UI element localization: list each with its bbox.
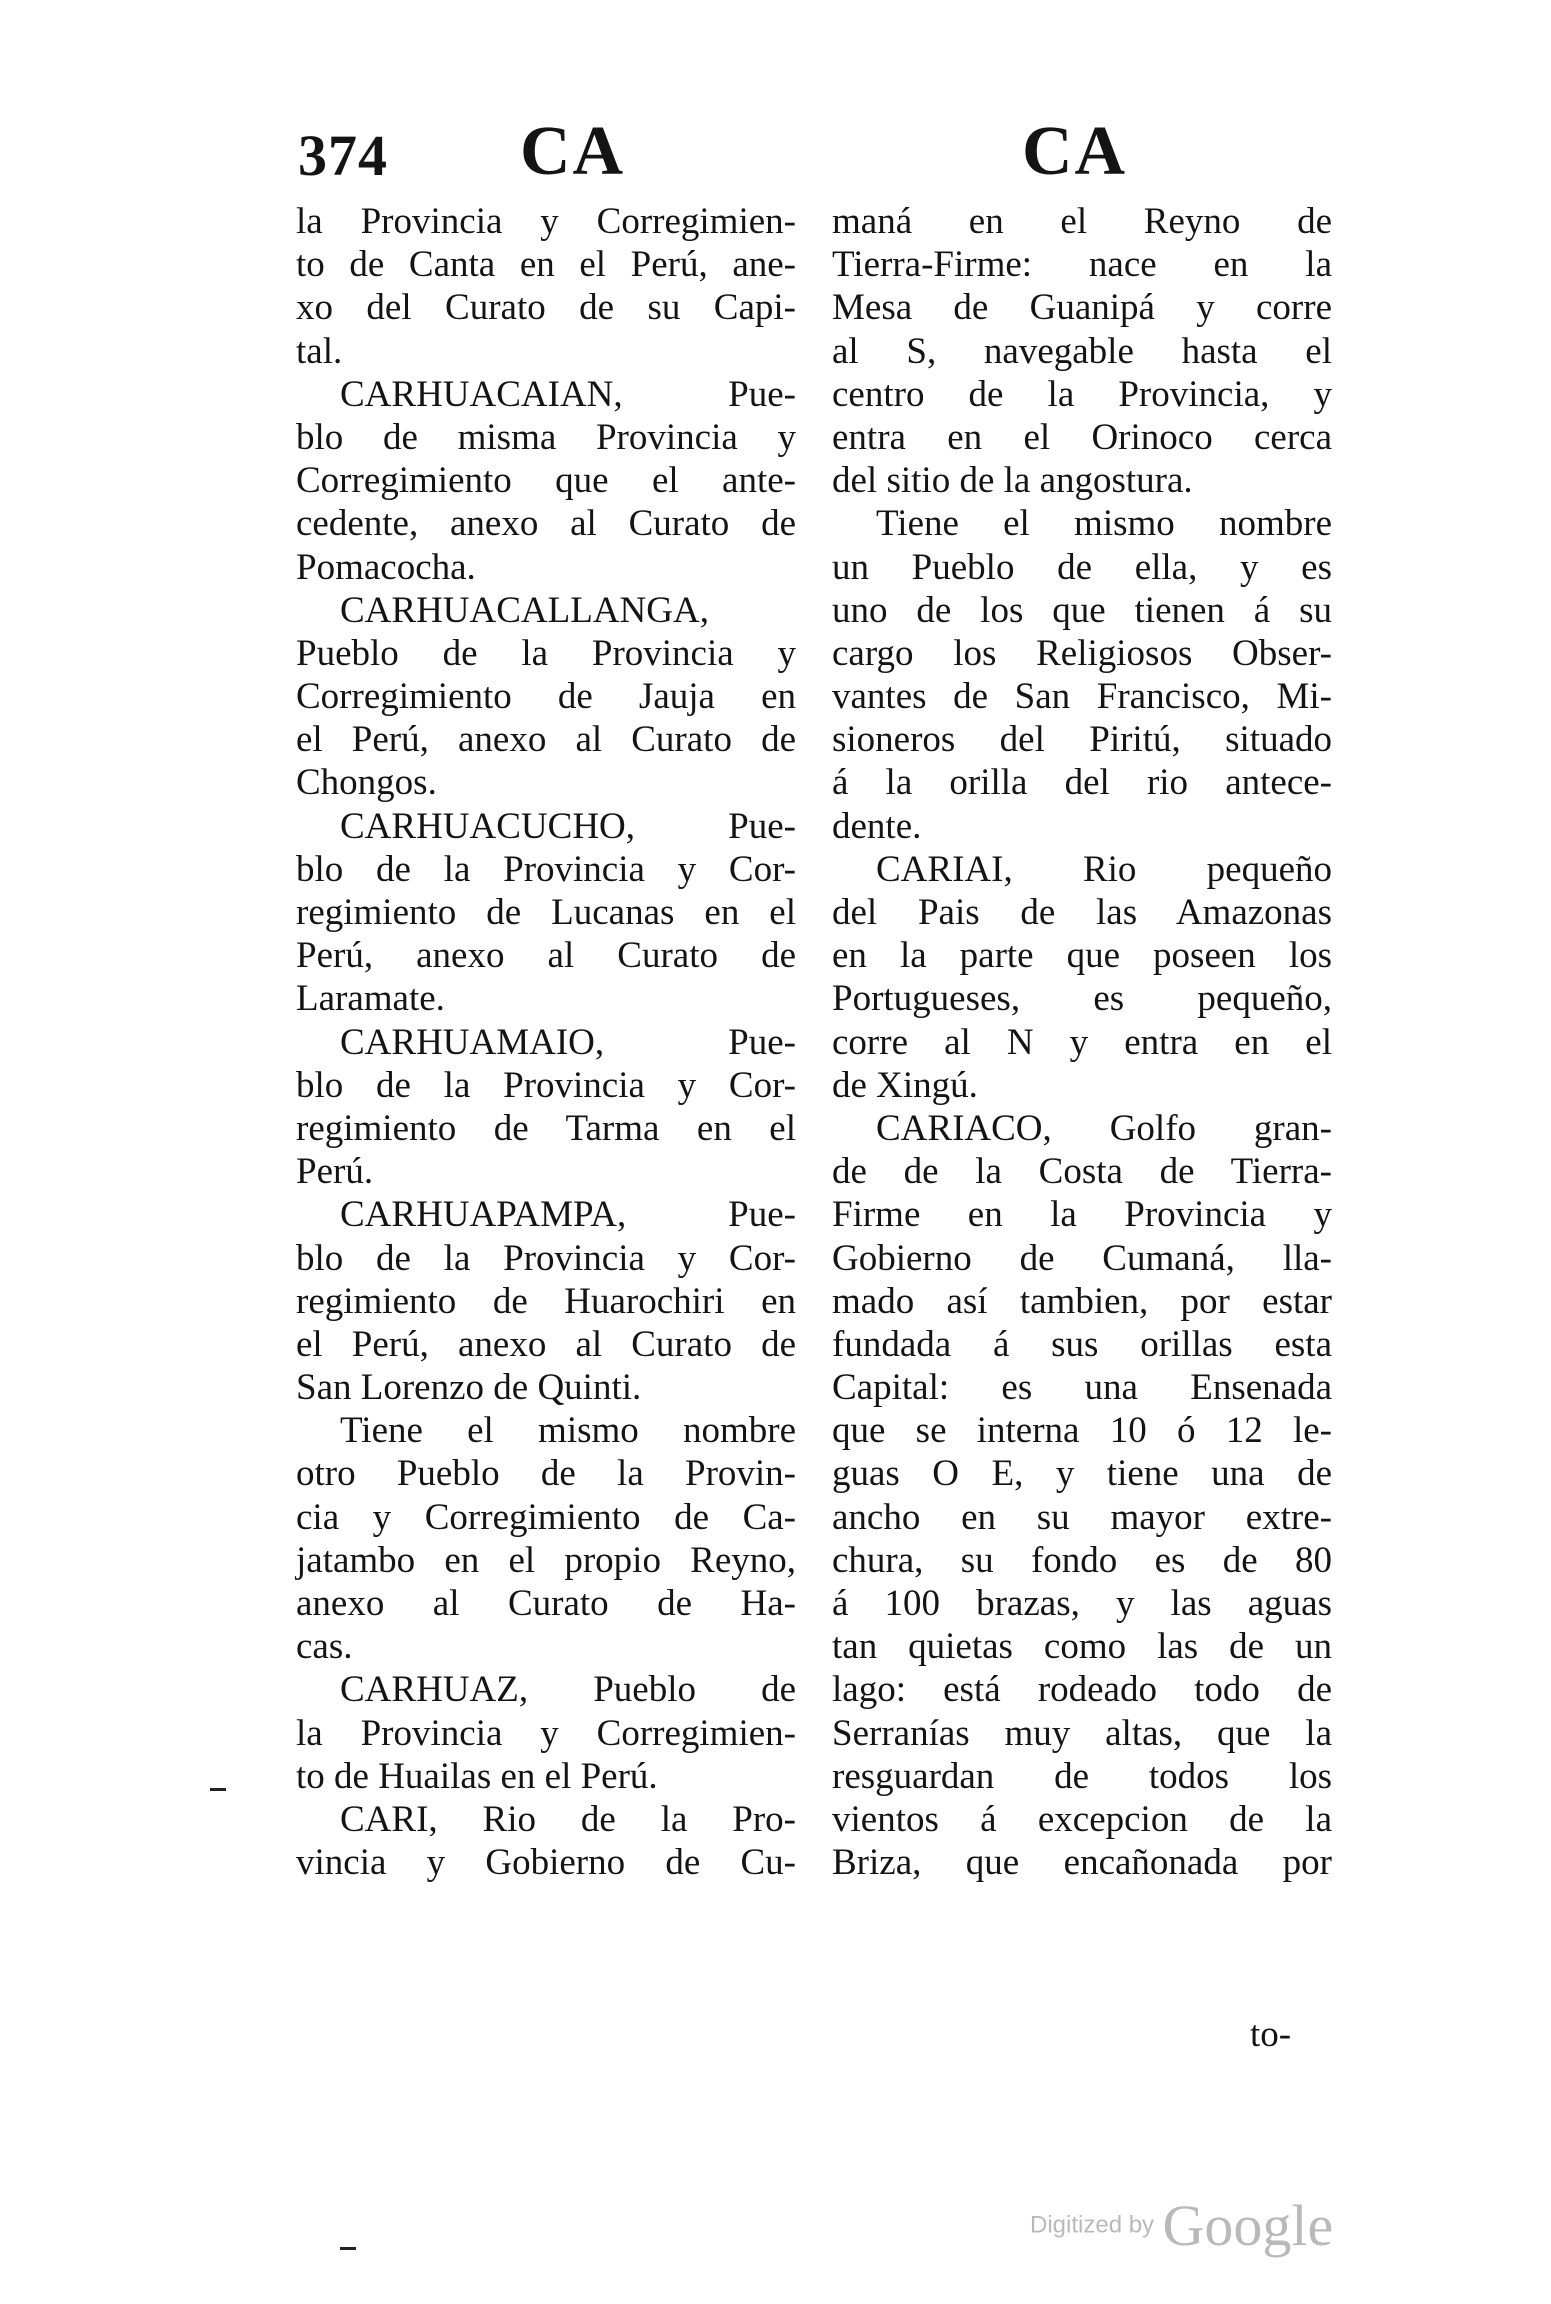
text-line: chura, su fondo es de 80 — [832, 1539, 1332, 1581]
text-line: CARIACO, Golfo gran- — [876, 1107, 1332, 1149]
text-line: la Provincia y Corregimien- — [296, 201, 796, 242]
text-line: mado así tambien, por estar — [832, 1280, 1332, 1322]
margin-mark-left — [210, 1788, 226, 1791]
watermark-prefix: Digitized by — [1030, 2211, 1155, 2239]
text-line: Pomacocha. — [296, 546, 476, 588]
text-line: anexo al Curato de Ha- — [296, 1583, 796, 1624]
text-line: Chongos. — [296, 762, 437, 804]
text-line: Gobierno de Cumaná, lla- — [832, 1237, 1332, 1279]
text-line: CARHUACALLANGA, — [340, 589, 709, 631]
text-line: del Pais de las Amazonas — [832, 892, 1332, 933]
text-line: Tierra-Firme: nace en la — [832, 244, 1332, 286]
text-line: to de Huailas en el Perú. — [296, 1755, 658, 1797]
digitized-watermark — [1030, 2192, 1333, 2259]
text-line: Corregimiento que el ante- — [296, 460, 796, 502]
text-line: al S, navegable hasta el — [832, 330, 1332, 372]
running-head-left: CA — [520, 113, 626, 190]
text-line: regimiento de Tarma en el — [296, 1107, 796, 1149]
text-line: blo de misma Provincia y — [296, 416, 796, 458]
margin-mark-bottom — [340, 2247, 356, 2250]
text-line: to de Canta en el Perú, ane- — [296, 244, 796, 286]
text-line: Corregimiento de Jauja en — [296, 676, 796, 718]
text-line: cedente, anexo al Curato de — [296, 503, 796, 545]
text-line: Capital: es una Ensenada — [832, 1367, 1332, 1409]
text-line: Perú, anexo al Curato de — [296, 935, 796, 977]
text-line: Portugueses, es pequeño, — [832, 978, 1332, 1020]
text-line: dente. — [832, 805, 922, 847]
page-number: 374 — [298, 123, 388, 188]
text-line: á 100 brazas, y las aguas — [832, 1583, 1332, 1624]
text-line: CARI, Rio de la Pro- — [340, 1798, 796, 1840]
text-line: tal. — [296, 330, 343, 372]
text-line: tan quietas como las de un — [832, 1626, 1332, 1668]
text-line: Firme en la Provincia y — [832, 1194, 1332, 1236]
text-line: CARHUAZ, Pueblo de — [340, 1669, 796, 1711]
text-line: otro Pueblo de la Provin- — [296, 1453, 796, 1495]
text-line: xo del Curato de su Capi- — [296, 287, 796, 329]
watermark-brand: Google — [1162, 2193, 1334, 2258]
text-line: CARHUACAIAN, Pue- — [340, 373, 796, 415]
text-line: guas O E, y tiene una de — [832, 1453, 1332, 1495]
text-line: vincia y Gobierno de Cu- — [296, 1842, 796, 1884]
text-line: á la orilla del rio antece- — [832, 762, 1332, 804]
text-line: cargo los Religiosos Obser- — [832, 632, 1332, 674]
text-line: ancho en su mayor extre- — [832, 1496, 1332, 1538]
left-text-column — [296, 200, 796, 1884]
text-line: el Perú, anexo al Curato de — [296, 719, 796, 761]
text-line: corre al N y entra en el — [832, 1021, 1332, 1063]
text-line: la Provincia y Corregimien- — [296, 1712, 796, 1754]
page-header — [0, 108, 1551, 198]
text-line: Tiene el mismo nombre — [340, 1410, 796, 1452]
text-line: regimiento de Lucanas en el — [296, 892, 796, 933]
text-line: blo de la Provincia y Cor- — [296, 1064, 796, 1106]
text-line: San Lorenzo de Quinti. — [296, 1367, 642, 1409]
text-line: en la parte que poseen los — [832, 935, 1332, 977]
text-line: CARHUAPAMPA, Pue- — [340, 1194, 796, 1236]
text-line: CARIAI, Rio pequeño — [876, 848, 1332, 890]
text-line: Tiene el mismo nombre — [876, 503, 1332, 545]
text-line: un Pueblo de ella, y es — [832, 546, 1332, 588]
text-line: uno de los que tienen á su — [832, 589, 1332, 631]
right-text-column — [832, 200, 1332, 1884]
text-line: vantes de San Francisco, Mi- — [832, 676, 1332, 718]
text-line: regimiento de Huarochiri en — [296, 1280, 796, 1322]
text-line: sioneros del Piritú, situado — [832, 719, 1332, 761]
text-line: Mesa de Guanipá y corre — [832, 287, 1332, 329]
text-line: el Perú, anexo al Curato de — [296, 1323, 796, 1365]
text-line: cas. — [296, 1626, 353, 1668]
text-line: Serranías muy altas, que la — [832, 1712, 1332, 1754]
text-line: entra en el Orinoco cerca — [832, 416, 1332, 458]
text-line: Pueblo de la Provincia y — [296, 632, 796, 674]
text-line: vientos á excepcion de la — [832, 1798, 1332, 1840]
text-line: Laramate. — [296, 978, 445, 1020]
catchword: to- — [1250, 2014, 1292, 2055]
text-line: resguardan de todos los — [832, 1755, 1332, 1797]
text-line: que se interna 10 ó 12 le- — [832, 1410, 1332, 1452]
text-line: Perú. — [296, 1151, 374, 1193]
text-line: maná en el Reyno de — [832, 201, 1332, 242]
text-line: de Xingú. — [832, 1064, 978, 1106]
text-line: de de la Costa de Tierra- — [832, 1151, 1332, 1193]
text-line: fundada á sus orillas esta — [832, 1323, 1332, 1365]
text-line: centro de la Provincia, y — [832, 373, 1332, 415]
running-head-right: CA — [1022, 113, 1128, 190]
text-line: lago: está rodeado todo de — [832, 1669, 1332, 1711]
text-line: blo de la Provincia y Cor- — [296, 848, 796, 890]
text-line: Briza, que encañonada por — [832, 1842, 1332, 1884]
text-line: CARHUAMAIO, Pue- — [340, 1021, 796, 1063]
text-line: CARHUACUCHO, Pue- — [340, 805, 796, 847]
text-line: cia y Corregimiento de Ca- — [296, 1496, 796, 1538]
text-line: blo de la Provincia y Cor- — [296, 1237, 796, 1279]
text-line: jatambo en el propio Reyno, — [296, 1539, 796, 1581]
text-line: del sitio de la angostura. — [832, 460, 1193, 502]
